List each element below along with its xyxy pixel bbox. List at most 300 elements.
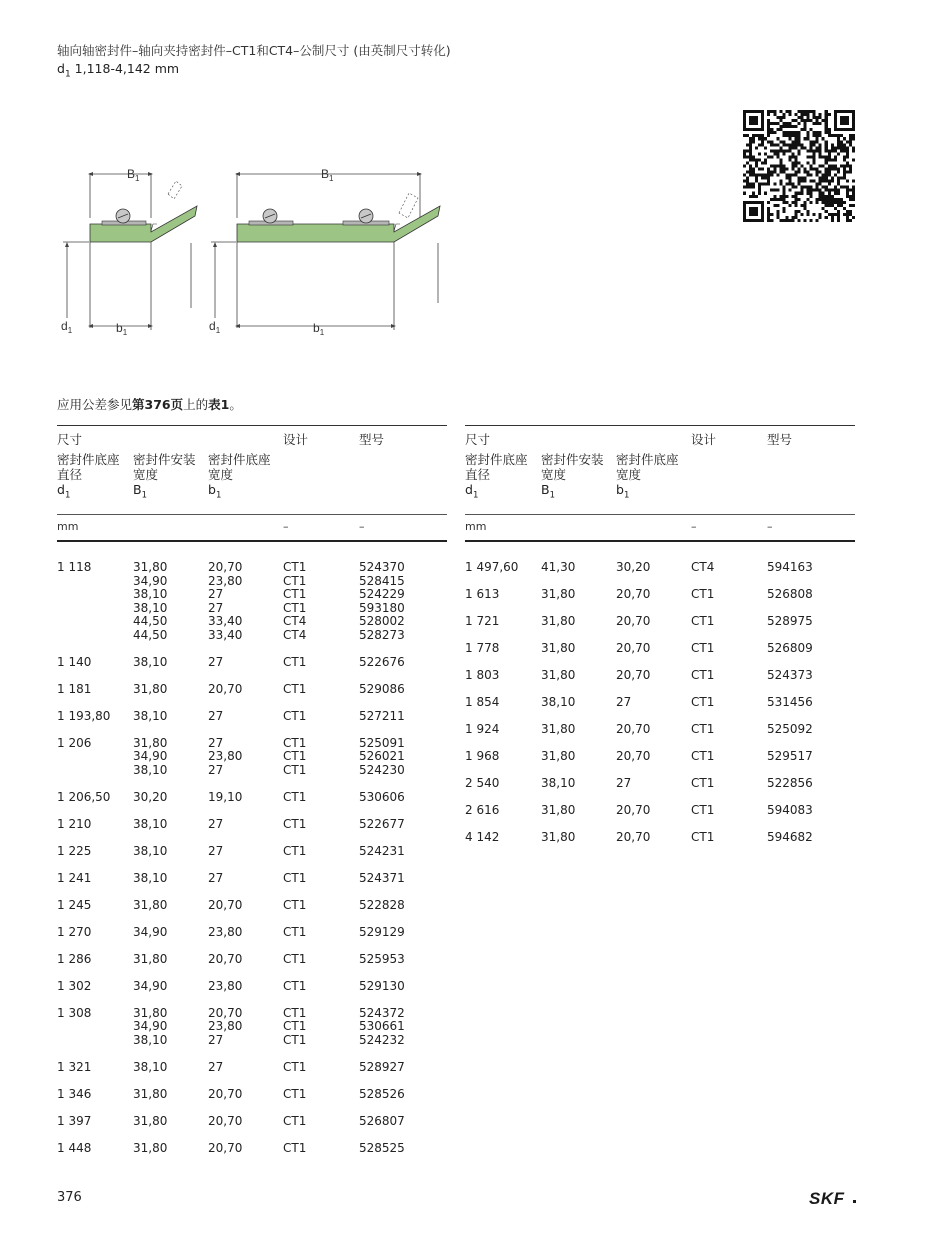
cell-designation-value: 526021 [359, 749, 405, 763]
cell-b1 [208, 1061, 223, 1075]
cell-designation-value: 528002 [359, 614, 405, 628]
header-col-d1-symbol: $d_1$ [465, 482, 479, 501]
cell-design [691, 831, 714, 845]
cell-B1-value: 34,90 [133, 978, 168, 993]
cell-design [283, 683, 306, 697]
cell-d1 [465, 777, 499, 791]
cell-B1-value: 31,80 [133, 897, 168, 912]
cell-d1 [57, 1142, 91, 1156]
cell-B1-value: 38,10 [133, 816, 168, 831]
cell-d1-value: 1 803 [465, 668, 500, 682]
cell-B1-value: 31,80 [133, 681, 168, 696]
cell-b1-value: 20,70 [616, 641, 651, 655]
header-col-B1 [541, 452, 604, 504]
cell-B1 [541, 804, 575, 818]
cell-b1-value: 27 [208, 587, 224, 601]
cell-b1-value: 20,70 [616, 587, 651, 601]
cell-design-value: CT1 [283, 924, 307, 939]
cell-B1-value: 38,10 [133, 843, 168, 858]
cell-b1-value: 20,70 [208, 681, 243, 696]
cell-designation [359, 1142, 405, 1156]
cell-designation-value: 531456 [767, 695, 813, 709]
cell-d1 [57, 656, 91, 670]
cell-designation [767, 588, 813, 602]
cell-d1-value: 1 270 [57, 924, 92, 939]
cell-d1 [57, 872, 91, 886]
cell-designation [359, 791, 405, 805]
cell-design-value: CT1 [283, 1113, 307, 1128]
cell-design [691, 804, 714, 818]
cell-b1 [616, 804, 650, 818]
cell-d1 [57, 737, 91, 751]
cell-b1 [208, 1115, 242, 1129]
cell-d1 [57, 1088, 91, 1102]
cell-designation [359, 737, 405, 778]
cell-d1-value: 1 321 [57, 1059, 92, 1074]
cell-d1-value: 1 721 [465, 614, 500, 628]
cell-b1-value: 20,70 [208, 1113, 243, 1128]
cell-b1-value: 27 [208, 1032, 224, 1047]
header-col-d1-line2: 直径 [465, 467, 491, 482]
cell-designation-value: 524230 [359, 762, 405, 777]
cell-designation-value: 594083 [767, 803, 813, 817]
cell-d1-value: 1 448 [57, 1140, 92, 1155]
cell-designation-value: 525092 [767, 722, 813, 736]
unit-dash-designation: – [359, 520, 365, 533]
cell-designation-value: 527211 [359, 708, 405, 723]
page-title: 轴向轴密封件–轴向夹持密封件–CT1和CT4–公制尺寸 (由英制尺寸转化) [57, 43, 451, 58]
cell-designation-value: 522828 [359, 897, 405, 912]
cell-design [283, 1061, 306, 1075]
cell-designation [767, 615, 813, 629]
cell-b1-value: 20,70 [616, 614, 651, 628]
cell-d1-value: 1 613 [465, 587, 500, 601]
cell-d1-value: 1 206 [57, 735, 92, 750]
header-design: 设计 [283, 432, 309, 447]
cell-designation [359, 1061, 405, 1075]
cell-b1-value: 23,80 [208, 924, 243, 939]
header-col-d1 [465, 452, 528, 504]
label-b1-left: $b_1$ [116, 321, 128, 337]
cell-B1-value: 31,80 [133, 1005, 168, 1020]
cell-d1-value: 1 140 [57, 654, 92, 669]
cell-designation-value: 526807 [359, 1113, 405, 1128]
cell-b1 [208, 656, 223, 670]
cell-B1 [133, 1061, 167, 1075]
cell-b1 [208, 791, 242, 805]
header-col-B1-line1: 密封件安装 [541, 452, 604, 467]
cell-d1 [57, 1061, 91, 1075]
header-col-d1-line1: 密封件底座 [57, 452, 120, 467]
cell-designation [767, 831, 813, 845]
cell-designation-value: 594163 [767, 560, 813, 574]
cell-b1-value: 27 [208, 762, 224, 777]
cell-designation-value: 529130 [359, 978, 405, 993]
page-number: 376 [57, 1190, 82, 1205]
header-col-b1 [616, 452, 679, 504]
cell-design [283, 980, 306, 994]
header-col-B1-line1: 密封件安装 [133, 452, 196, 467]
cell-design-value: CT1 [283, 1032, 307, 1047]
cell-b1 [616, 831, 650, 845]
cell-designation [359, 818, 405, 832]
cell-B1 [133, 561, 167, 642]
cell-B1-value: 38,10 [133, 600, 168, 615]
cell-B1-value: 34,90 [133, 573, 168, 588]
cell-design [283, 872, 306, 886]
cell-b1-value: 27 [208, 600, 224, 615]
note-page-link[interactable]: 第376页 [132, 397, 184, 412]
cell-B1-value: 38,10 [133, 708, 168, 723]
cell-design-value: CT1 [283, 978, 307, 993]
cell-B1 [541, 561, 575, 575]
cell-d1-value: 1 118 [57, 560, 92, 574]
cell-design [691, 588, 714, 602]
cell-b1-value: 27 [208, 1059, 224, 1074]
cell-d1 [57, 710, 110, 724]
cell-designation [767, 777, 813, 791]
cell-d1 [57, 899, 91, 913]
cell-design [691, 642, 714, 656]
cell-designation [359, 656, 405, 670]
cell-b1 [208, 953, 242, 967]
header-col-b1-line1: 密封件底座 [208, 452, 271, 467]
cell-design [283, 926, 306, 940]
cell-b1 [208, 899, 242, 913]
cell-d1-value: 1 206,50 [57, 789, 111, 804]
cell-designation-value: 526809 [767, 641, 813, 655]
cell-designation [359, 683, 405, 697]
cell-design [283, 737, 306, 778]
cell-design-value: CT4 [283, 614, 307, 628]
table-unit-rule [57, 514, 447, 515]
cell-designation-value: 522856 [767, 776, 813, 790]
cell-B1 [541, 750, 575, 764]
table-unit-rule [465, 514, 855, 515]
label-d1-right: $d_1$ [209, 319, 221, 335]
cell-d1 [465, 669, 499, 683]
cell-B1 [133, 980, 167, 994]
cell-B1-value: 31,80 [541, 803, 576, 817]
cell-d1-value: 1 968 [465, 749, 500, 763]
cell-b1-value: 20,70 [208, 1086, 243, 1101]
cell-designation [767, 696, 813, 710]
cell-design-value: CT1 [691, 749, 715, 763]
cell-design-value: CT1 [691, 695, 715, 709]
cell-designation-value: 530661 [359, 1019, 405, 1033]
cell-d1 [57, 818, 91, 832]
cell-designation [359, 953, 405, 967]
cell-B1-value: 44,50 [133, 627, 168, 642]
cell-b1-value: 20,70 [208, 897, 243, 912]
header-col-b1-symbol: $b_1$ [208, 482, 222, 501]
cell-designation [359, 926, 405, 940]
header-col-d1-line2: 直径 [57, 467, 83, 482]
cell-B1-value: 34,90 [133, 924, 168, 939]
cell-design [283, 1142, 306, 1156]
cell-design-value: CT1 [691, 587, 715, 601]
cell-B1 [133, 710, 167, 724]
cell-design-value: CT1 [691, 776, 715, 790]
cell-B1 [133, 656, 167, 670]
cell-design [283, 953, 306, 967]
cell-d1-value: 1 181 [57, 681, 92, 696]
cell-design [283, 561, 306, 642]
cell-design [691, 696, 714, 710]
cell-design [283, 845, 306, 859]
cell-design-value: CT1 [691, 722, 715, 736]
cell-B1 [541, 669, 575, 683]
cell-d1 [57, 561, 91, 575]
cell-b1 [616, 561, 650, 575]
subtitle-sub: 1 [64, 69, 71, 80]
cell-design-value: CT1 [691, 668, 715, 682]
subtitle-range: 1,118-4,142 mm [74, 61, 180, 76]
cell-B1-value: 44,50 [133, 614, 168, 628]
cell-design-value: CT1 [283, 1019, 307, 1033]
unit-mm: mm [465, 520, 487, 533]
cell-d1 [57, 1115, 91, 1129]
cell-d1-value: 1 241 [57, 870, 92, 885]
table-header-rule [57, 540, 447, 542]
cell-designation [359, 872, 405, 886]
cell-design-value: CT1 [283, 560, 307, 574]
cell-designation [767, 642, 813, 656]
cell-designation [767, 561, 813, 575]
cell-b1 [616, 723, 650, 737]
cell-d1-value: 1 245 [57, 897, 92, 912]
cell-B1 [133, 1142, 167, 1156]
cell-B1-value: 31,80 [133, 735, 168, 750]
cell-designation-value: 528525 [359, 1140, 405, 1155]
cell-designation-value: 524373 [767, 668, 813, 682]
cell-designation-value: 528526 [359, 1086, 405, 1101]
cell-b1-value: 27 [208, 870, 224, 885]
seal-drawing-ct4 [209, 167, 440, 337]
cell-B1 [541, 615, 575, 629]
qr-code[interactable] [743, 110, 855, 222]
cell-design [691, 750, 714, 764]
cell-designation-value: 522676 [359, 654, 405, 669]
cell-designation [359, 1088, 405, 1102]
cell-design [691, 669, 714, 683]
cell-designation-value: 522677 [359, 816, 405, 831]
cell-b1-value: 23,80 [208, 573, 243, 588]
cell-design-value: CT1 [283, 749, 307, 763]
cell-d1 [465, 723, 499, 737]
cell-B1-value: 38,10 [133, 1032, 168, 1047]
table-top-rule [57, 425, 447, 426]
cell-B1 [541, 723, 575, 737]
cell-b1 [616, 777, 631, 791]
cell-d1 [465, 750, 499, 764]
cell-b1 [208, 980, 242, 994]
cell-designation-value: 525953 [359, 951, 405, 966]
cell-b1 [208, 872, 223, 886]
cell-B1-value: 31,80 [541, 587, 576, 601]
cell-b1 [208, 561, 242, 642]
cell-B1 [133, 953, 167, 967]
cell-d1-value: 1 854 [465, 695, 500, 709]
note-table-link[interactable]: 表1 [208, 397, 230, 412]
cell-designation [359, 1007, 405, 1048]
cell-B1 [133, 1088, 167, 1102]
cell-b1-value: 20,70 [208, 951, 243, 966]
cell-d1 [465, 831, 499, 845]
header-col-d1-symbol: $d_1$ [57, 482, 71, 501]
cell-B1 [133, 899, 167, 913]
cell-design-value: CT1 [691, 641, 715, 655]
cell-designation-value: 528415 [359, 573, 405, 588]
cell-design-value: CT1 [283, 789, 307, 804]
header-col-B1-symbol: $B_1$ [541, 482, 555, 501]
cell-d1-value: 1 210 [57, 816, 92, 831]
cell-design [283, 1088, 306, 1102]
cell-design [691, 615, 714, 629]
cell-d1 [57, 1007, 91, 1021]
cell-b1-value: 27 [208, 654, 224, 669]
cell-designation [767, 669, 813, 683]
seal-table-right [465, 425, 855, 865]
unit-dash-design: – [691, 520, 697, 533]
cell-b1 [616, 669, 650, 683]
table-header-rule [465, 540, 855, 542]
cell-designation-value: 524229 [359, 587, 405, 601]
cell-designation-value: 526808 [767, 587, 813, 601]
cell-b1 [208, 818, 223, 832]
cell-design-value: CT1 [283, 762, 307, 777]
cell-b1 [208, 1142, 242, 1156]
cell-design-value: CT1 [283, 654, 307, 669]
cell-designation-value: 524232 [359, 1032, 405, 1047]
cell-b1 [208, 737, 242, 778]
cell-designation [359, 710, 405, 724]
cell-design-value: CT1 [283, 843, 307, 858]
cell-b1 [208, 845, 223, 859]
cell-b1 [208, 710, 223, 724]
label-B1-right: $B_1$ [321, 167, 334, 183]
cell-b1-value: 20,70 [616, 830, 651, 844]
cell-b1 [208, 1007, 242, 1048]
cell-designation-value: 524371 [359, 870, 405, 885]
cell-designation-value: 529086 [359, 681, 405, 696]
cell-b1-value: 30,20 [616, 560, 651, 574]
cell-design-value: CT1 [283, 1140, 307, 1155]
cell-b1-value: 27 [208, 708, 224, 723]
cell-design [283, 791, 306, 805]
cell-d1 [57, 926, 91, 940]
cell-designation [767, 723, 813, 737]
cell-b1 [616, 588, 650, 602]
cell-b1-value: 20,70 [208, 1140, 243, 1155]
cell-b1-value: 27 [616, 776, 632, 790]
header-col-B1 [133, 452, 196, 504]
cell-d1-value: 2 616 [465, 803, 500, 817]
svg-text:SKF: SKF [809, 1189, 845, 1207]
cell-design [283, 656, 306, 670]
cell-designation-value: 528927 [359, 1059, 405, 1074]
cell-design-value: CT1 [691, 803, 715, 817]
cell-B1-value: 30,20 [133, 789, 168, 804]
cell-design-value: CT1 [283, 735, 307, 750]
cell-B1 [133, 1007, 167, 1048]
unit-mm: mm [57, 520, 79, 533]
cell-d1-value: 1 225 [57, 843, 92, 858]
cell-B1 [541, 642, 575, 656]
cell-design-value: CT4 [691, 560, 715, 574]
cell-designation [359, 561, 405, 642]
cell-b1-value: 27 [208, 843, 224, 858]
cell-designation [359, 980, 405, 994]
cell-design-value: CT1 [691, 830, 715, 844]
cell-design-value: CT1 [283, 816, 307, 831]
cell-B1 [133, 1115, 167, 1129]
cell-d1 [465, 642, 499, 656]
page-subtitle [57, 61, 179, 80]
cell-design-value: CT1 [283, 870, 307, 885]
skf-logo[interactable] [808, 1189, 858, 1207]
cell-d1-value: 1 308 [57, 1005, 92, 1020]
cell-b1 [616, 696, 631, 710]
cell-B1 [541, 588, 575, 602]
cell-b1-value: 33,40 [208, 627, 243, 642]
cell-b1 [616, 642, 650, 656]
header-col-B1-line2: 宽度 [541, 467, 567, 482]
header-col-B1-line2: 宽度 [133, 467, 159, 482]
header-design: 设计 [691, 432, 717, 447]
cell-d1 [57, 953, 91, 967]
cell-designation-value: 594682 [767, 830, 813, 844]
cell-B1-value: 41,30 [541, 560, 576, 574]
cell-B1-value: 31,80 [541, 668, 576, 682]
header-col-d1 [57, 452, 120, 504]
cell-B1-value: 31,80 [541, 641, 576, 655]
cell-d1-value: 4 142 [465, 830, 500, 844]
cell-B1-value: 38,10 [541, 695, 576, 709]
cell-b1-value: 27 [208, 816, 224, 831]
cell-d1 [57, 845, 91, 859]
cell-designation [359, 1115, 405, 1129]
cell-design-value: CT1 [283, 1086, 307, 1101]
note-suffix: 。 [229, 397, 242, 412]
cell-B1-value: 34,90 [133, 749, 168, 763]
header-col-b1-line1: 密封件底座 [616, 452, 679, 467]
cell-designation [359, 845, 405, 859]
unit-dash-design: – [283, 520, 289, 533]
cell-b1 [208, 1088, 242, 1102]
note-mid: 上的 [183, 397, 209, 412]
note-prefix: 应用公差参见 [57, 397, 133, 412]
cell-d1-value: 1 286 [57, 951, 92, 966]
cell-designation [767, 750, 813, 764]
cell-designation-value: 524372 [359, 1005, 405, 1020]
cell-designation-value: 529129 [359, 924, 405, 939]
cell-design [283, 1007, 306, 1048]
cell-B1-value: 38,10 [541, 776, 576, 790]
cell-b1-value: 19,10 [208, 789, 243, 804]
cell-B1-value: 31,80 [133, 1140, 168, 1155]
cell-design [283, 710, 306, 724]
cell-B1-value: 38,10 [133, 762, 168, 777]
label-d1-left: $d_1$ [61, 319, 73, 335]
cell-designation-value: 593180 [359, 600, 405, 615]
cell-B1 [133, 683, 167, 697]
cell-b1-value: 33,40 [208, 614, 243, 628]
table-top-rule [465, 425, 855, 426]
cell-b1 [208, 683, 242, 697]
cell-d1-value: 1 302 [57, 978, 92, 993]
cell-B1-value: 31,80 [133, 1086, 168, 1101]
